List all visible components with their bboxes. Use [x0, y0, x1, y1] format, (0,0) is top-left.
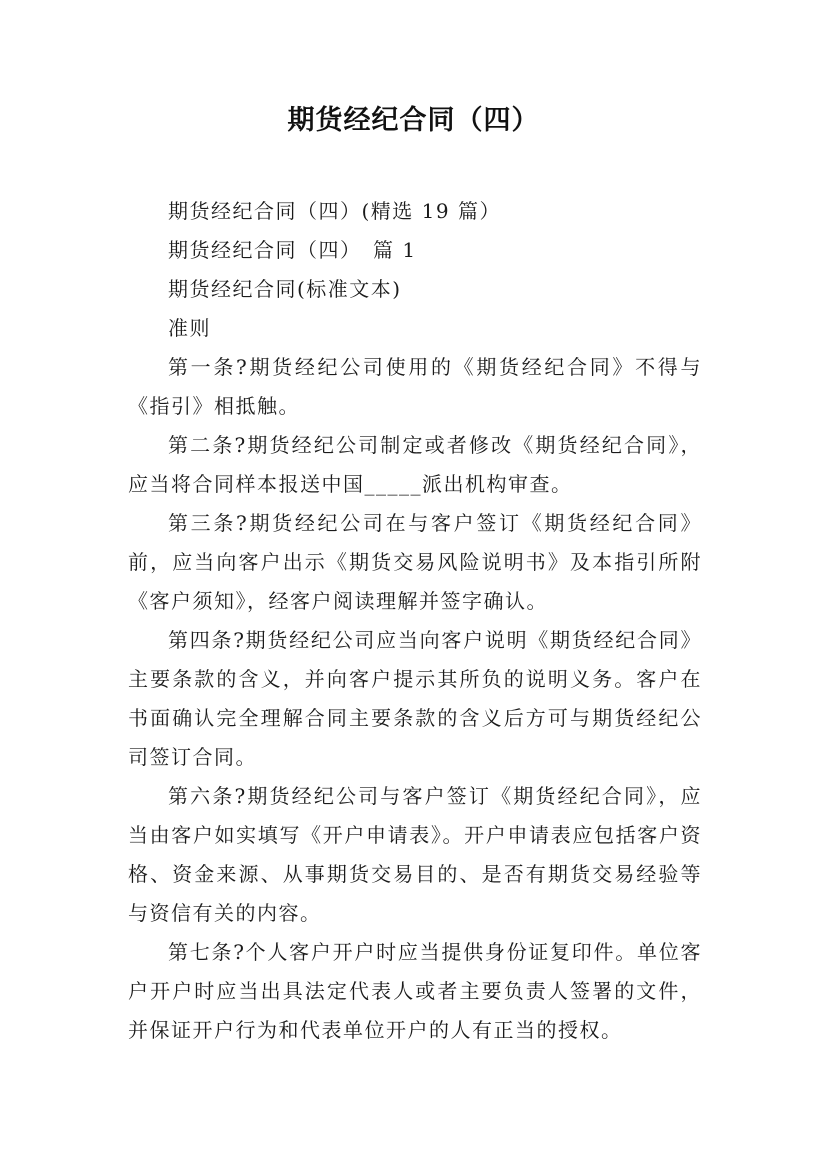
paragraph: 第三条?期货经纪公司在与客户签订《期货经纪合同》前，应当向客户出示《期货交易风险说明书》及本指引所附《客户须知》，经客户阅读理解并签字确认。: [128, 511, 702, 613]
document-body: [128, 192, 702, 1050]
paragraph: 第六条?期货经纪公司与客户签订《期货经纪合同》，应当由客户如实填写《开户申请表》。开户申请表应包括客户资格、资金来源、从事期货交易目的、是否有期货交易经验等与资信有关的内容。: [128, 784, 702, 925]
paragraph: 期货经纪合同（四） 篇 1: [168, 238, 417, 262]
paragraph: 第二条?期货经纪公司制定或者修改《期货经纪合同》，应当将合同样本报送中国_____派出机构审查。: [128, 433, 702, 496]
paragraph: 期货经纪合同（四）(精选 19 篇）: [168, 199, 501, 223]
paragraph: 第七条?个人客户开户时应当提供身份证复印件。单位客户开户时应当出具法定代表人或者主要负责人签署的文件，并保证开户行为和代表单位开户的人有正当的授权。: [128, 940, 702, 1042]
document-title: 期货经纪合同（四）: [287, 105, 540, 136]
paragraph: 第四条?期货经纪公司应当向客户说明《期货经纪合同》主要条款的含义，并向客户提示其所负的说明义务。客户在书面确认完全理解合同主要条款的含义后方可与期货经纪公司签订合同。: [128, 628, 702, 769]
paragraph: 第一条?期货经纪公司使用的《期货经纪合同》不得与《指引》相抵触。: [128, 355, 702, 418]
paragraph: 期货经纪合同(标准文本): [168, 277, 402, 301]
paragraph: 准则: [168, 316, 211, 340]
